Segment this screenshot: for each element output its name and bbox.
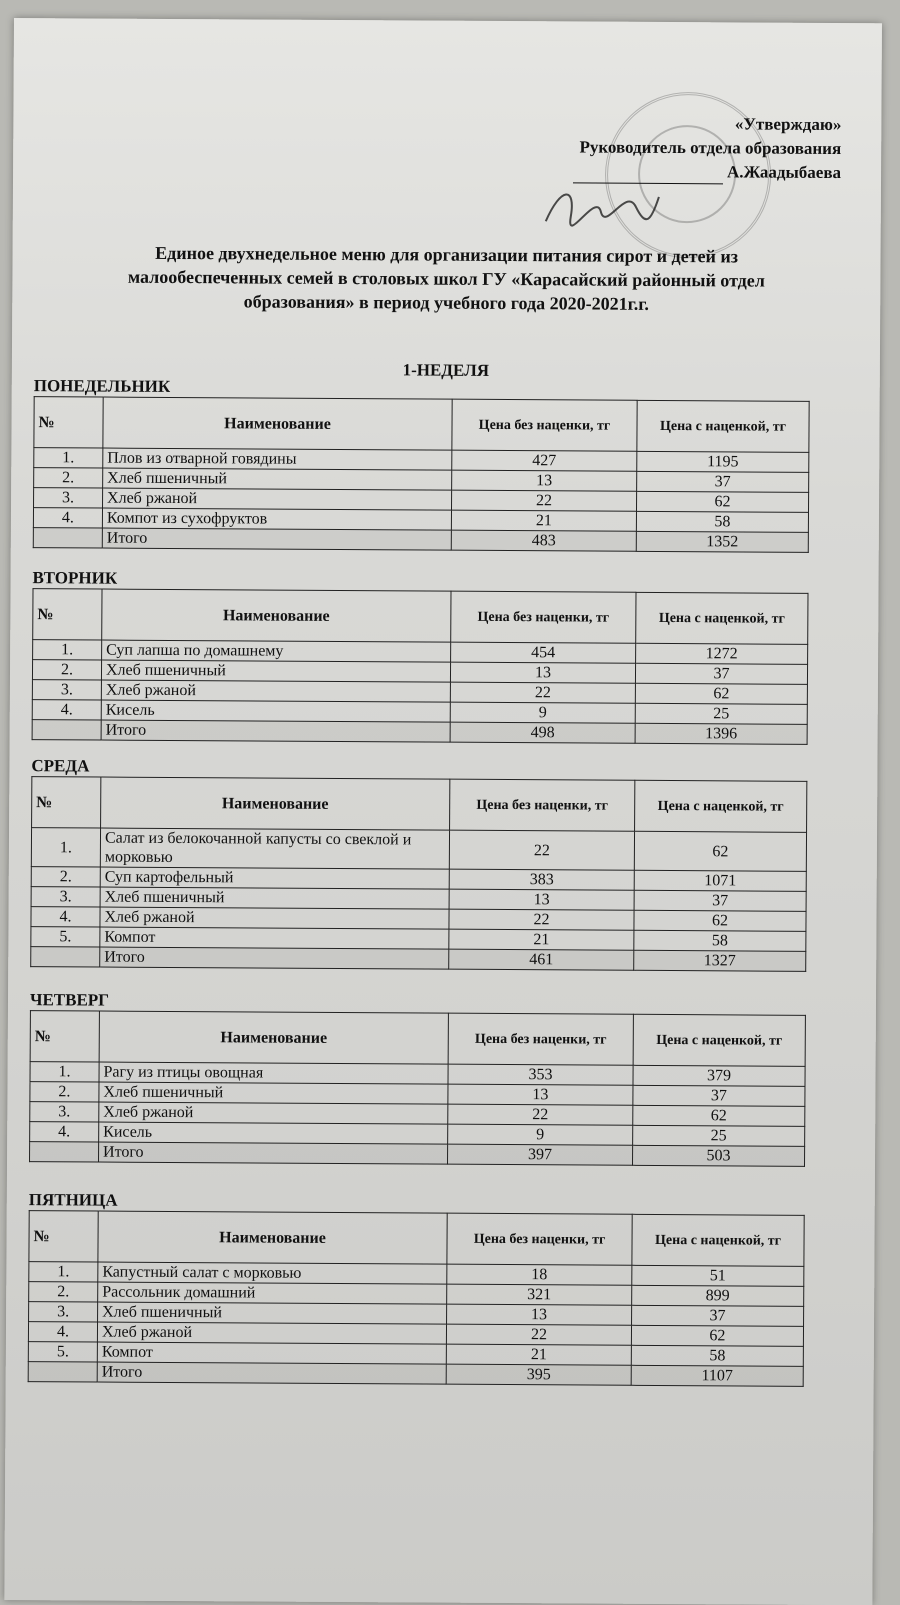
total-num [30, 1142, 99, 1162]
row-num: 2. [29, 1282, 98, 1302]
row-num: 4. [28, 1322, 97, 1342]
row-name: Хлеб ржаной [97, 1322, 446, 1344]
week-label: 1-НЕДЕЛЯ [402, 360, 490, 380]
row-num: 5. [28, 1342, 97, 1362]
approval-stamp: «Утверждаю» [734, 114, 842, 135]
header-name: Наименование [98, 1211, 447, 1264]
row-name: Кисель [99, 1122, 448, 1144]
row-name: Хлеб пшеничный [100, 887, 449, 909]
total-num [32, 720, 101, 740]
row-num: 2. [34, 468, 103, 488]
row-name: Хлеб ржаной [101, 680, 450, 702]
header-name: Наименование [103, 397, 452, 450]
row-num: 1. [33, 640, 102, 660]
header-num: № [33, 589, 102, 640]
header-num: № [29, 1211, 98, 1262]
approval-position: Руководитель отдела образования [579, 137, 842, 159]
row-name: Хлеб пшеничный [103, 468, 452, 490]
row-num: 4. [30, 1122, 99, 1142]
row-name: Рагу из птицы овощная [99, 1062, 448, 1084]
row-name: Компот [97, 1342, 446, 1364]
row-price-plain: 13 [450, 662, 635, 683]
signature-line [573, 164, 723, 184]
row-price-plain: 21 [446, 1344, 631, 1365]
approval-block [573, 111, 841, 185]
row-price-markup: 51 [632, 1265, 804, 1286]
row-num: 1. [34, 448, 103, 468]
menu-table [30, 776, 807, 972]
row-name: Хлеб пшеничный [99, 1082, 448, 1104]
header-price-markup: Цена с наценкой, тг [636, 592, 808, 644]
total-price-markup: 1396 [635, 723, 807, 744]
total-num [31, 947, 100, 967]
header-num: № [30, 1011, 99, 1062]
row-price-plain: 18 [447, 1264, 632, 1285]
approval-signer: А.Жаадыбаева [726, 162, 842, 183]
row-price-plain: 22 [446, 1324, 631, 1345]
row-name: Хлеб ржаной [103, 488, 452, 510]
row-price-markup: 1071 [634, 870, 806, 891]
row-price-markup: 62 [634, 910, 806, 931]
row-num: 4. [31, 907, 100, 927]
menu-table [32, 588, 809, 745]
row-price-plain: 21 [449, 929, 634, 950]
header-price-plain: Цена без наценки, тг [451, 591, 636, 643]
total-price-plain: 498 [450, 722, 635, 743]
header-price-plain: Цена без наценки, тг [450, 779, 635, 831]
menu-table [28, 1210, 805, 1387]
row-name: Капустный салат с морковью [98, 1262, 447, 1284]
day-block [30, 756, 807, 972]
header-name: Наименование [102, 589, 451, 642]
day-title: ВТОРНИК [32, 568, 118, 588]
total-label: Итого [101, 720, 450, 742]
row-num: 3. [29, 1302, 98, 1322]
row-price-plain: 22 [449, 909, 634, 930]
total-price-plain: 461 [449, 949, 634, 970]
row-name: Хлеб ржаной [99, 1102, 448, 1124]
row-price-plain: 13 [448, 1084, 633, 1105]
row-num: 3. [30, 1102, 99, 1122]
row-num: 2. [30, 1082, 99, 1102]
title-line: малообеспеченных семей в столовых школ ГУ «Карасайский районный отдел [127, 266, 765, 291]
row-name: Хлеб пшеничный [101, 660, 450, 682]
row-num: 5. [31, 927, 100, 947]
row-num: 2. [32, 660, 101, 680]
row-price-markup: 58 [634, 930, 806, 951]
document-title [72, 240, 820, 317]
total-num [28, 1362, 97, 1382]
row-price-markup: 58 [636, 511, 808, 532]
total-row [32, 720, 807, 745]
header-price-markup: Цена с наценкой, тг [632, 1214, 804, 1266]
row-price-markup: 37 [633, 1085, 805, 1106]
header-price-markup: Цена с наценкой, тг [637, 400, 809, 452]
row-price-plain: 383 [449, 869, 634, 890]
row-price-markup: 25 [635, 703, 807, 724]
day-title: СРЕДА [31, 756, 90, 776]
row-price-markup: 37 [632, 1305, 804, 1326]
header-num: № [34, 397, 103, 448]
row-price-plain: 21 [451, 510, 636, 531]
total-price-plain: 483 [451, 530, 636, 551]
row-price-plain: 454 [451, 642, 636, 663]
total-row [31, 947, 806, 972]
row-price-markup: 37 [634, 890, 806, 911]
row-num: 4. [32, 700, 101, 720]
row-price-plain: 427 [452, 450, 637, 471]
total-price-markup: 503 [633, 1145, 805, 1166]
total-price-markup: 1327 [634, 950, 806, 971]
total-label: Итого [97, 1362, 446, 1384]
row-price-plain: 22 [449, 830, 634, 870]
total-label: Итого [102, 528, 451, 550]
row-price-plain: 13 [449, 889, 634, 910]
row-price-markup: 899 [632, 1285, 804, 1306]
row-num: 4. [33, 508, 102, 528]
row-price-plain: 22 [452, 490, 637, 511]
title-line: образования» в период учебного года 2020-2021г.г. [243, 291, 649, 314]
day-block [33, 376, 810, 553]
total-row [33, 528, 808, 553]
total-price-plain: 397 [448, 1144, 633, 1165]
header-price-plain: Цена без наценки, тг [447, 1213, 632, 1265]
header-name: Наименование [101, 777, 450, 830]
header-price-markup: Цена с наценкой, тг [633, 1014, 805, 1066]
row-price-plain: 13 [452, 470, 637, 491]
row-name: Компот из сухофруктов [102, 508, 451, 530]
day-title: ЧЕТВЕРГ [29, 990, 110, 1010]
header-num: № [32, 777, 101, 828]
row-name: Салат из белокочанной капусты со свеклой и морковью [100, 828, 449, 869]
day-title: ПОНЕДЕЛЬНИК [33, 376, 171, 396]
total-price-markup: 1107 [631, 1365, 803, 1386]
row-name: Хлеб ржаной [100, 907, 449, 929]
row-price-plain: 353 [448, 1064, 633, 1085]
day-block [28, 1190, 805, 1387]
row-price-plain: 9 [450, 702, 635, 723]
day-block [29, 990, 806, 1167]
row-price-markup: 1272 [636, 643, 808, 664]
header-price-markup: Цена с наценкой, тг [635, 780, 807, 832]
row-price-plain: 22 [450, 682, 635, 703]
row-num: 1. [29, 1262, 98, 1282]
row-price-markup: 37 [637, 471, 809, 492]
document-sheet [4, 18, 882, 1605]
total-num [33, 528, 102, 548]
row-name: Кисель [101, 700, 450, 722]
total-label: Итого [99, 1142, 448, 1164]
signature-icon [541, 181, 661, 232]
total-price-plain: 395 [446, 1364, 631, 1385]
total-row [28, 1362, 803, 1387]
row-name: Компот [100, 927, 449, 949]
row-name: Суп картофельный [100, 867, 449, 889]
row-name: Плов из отварной говядины [103, 448, 452, 470]
row-num: 3. [34, 488, 103, 508]
row-price-markup: 62 [636, 491, 808, 512]
row-price-markup: 62 [634, 831, 806, 871]
row-name: Суп лапша по домашнему [102, 640, 451, 662]
table-row [31, 828, 806, 872]
row-price-plain: 321 [447, 1284, 632, 1305]
menu-table [29, 1010, 806, 1167]
row-price-markup: 25 [633, 1125, 805, 1146]
header-name: Наименование [99, 1011, 448, 1064]
row-num: 2. [31, 867, 100, 887]
row-price-markup: 58 [631, 1345, 803, 1366]
total-price-markup: 1352 [636, 531, 808, 552]
row-num: 1. [30, 1062, 99, 1082]
day-title: ПЯТНИЦА [28, 1190, 118, 1210]
row-num: 1. [31, 828, 100, 867]
total-row [30, 1142, 805, 1167]
day-block [32, 568, 809, 745]
row-price-plain: 13 [447, 1304, 632, 1325]
row-price-markup: 37 [635, 663, 807, 684]
header-price-plain: Цена без наценки, тг [452, 399, 637, 451]
row-price-markup: 62 [635, 683, 807, 704]
menu-table [33, 396, 810, 553]
row-num: 3. [31, 887, 100, 907]
row-price-markup: 379 [633, 1065, 805, 1086]
title-line: Единое двухнедельное меню для организации питания сирот и детей из [155, 242, 739, 267]
row-price-plain: 22 [448, 1104, 633, 1125]
row-num: 3. [32, 680, 101, 700]
row-price-markup: 62 [631, 1325, 803, 1346]
row-name: Хлеб пшеничный [98, 1302, 447, 1324]
row-price-plain: 9 [448, 1124, 633, 1145]
row-name: Рассольник домашний [98, 1282, 447, 1304]
row-price-markup: 62 [633, 1105, 805, 1126]
row-price-markup: 1195 [637, 451, 809, 472]
total-label: Итого [100, 947, 449, 969]
header-price-plain: Цена без наценки, тг [448, 1013, 633, 1065]
